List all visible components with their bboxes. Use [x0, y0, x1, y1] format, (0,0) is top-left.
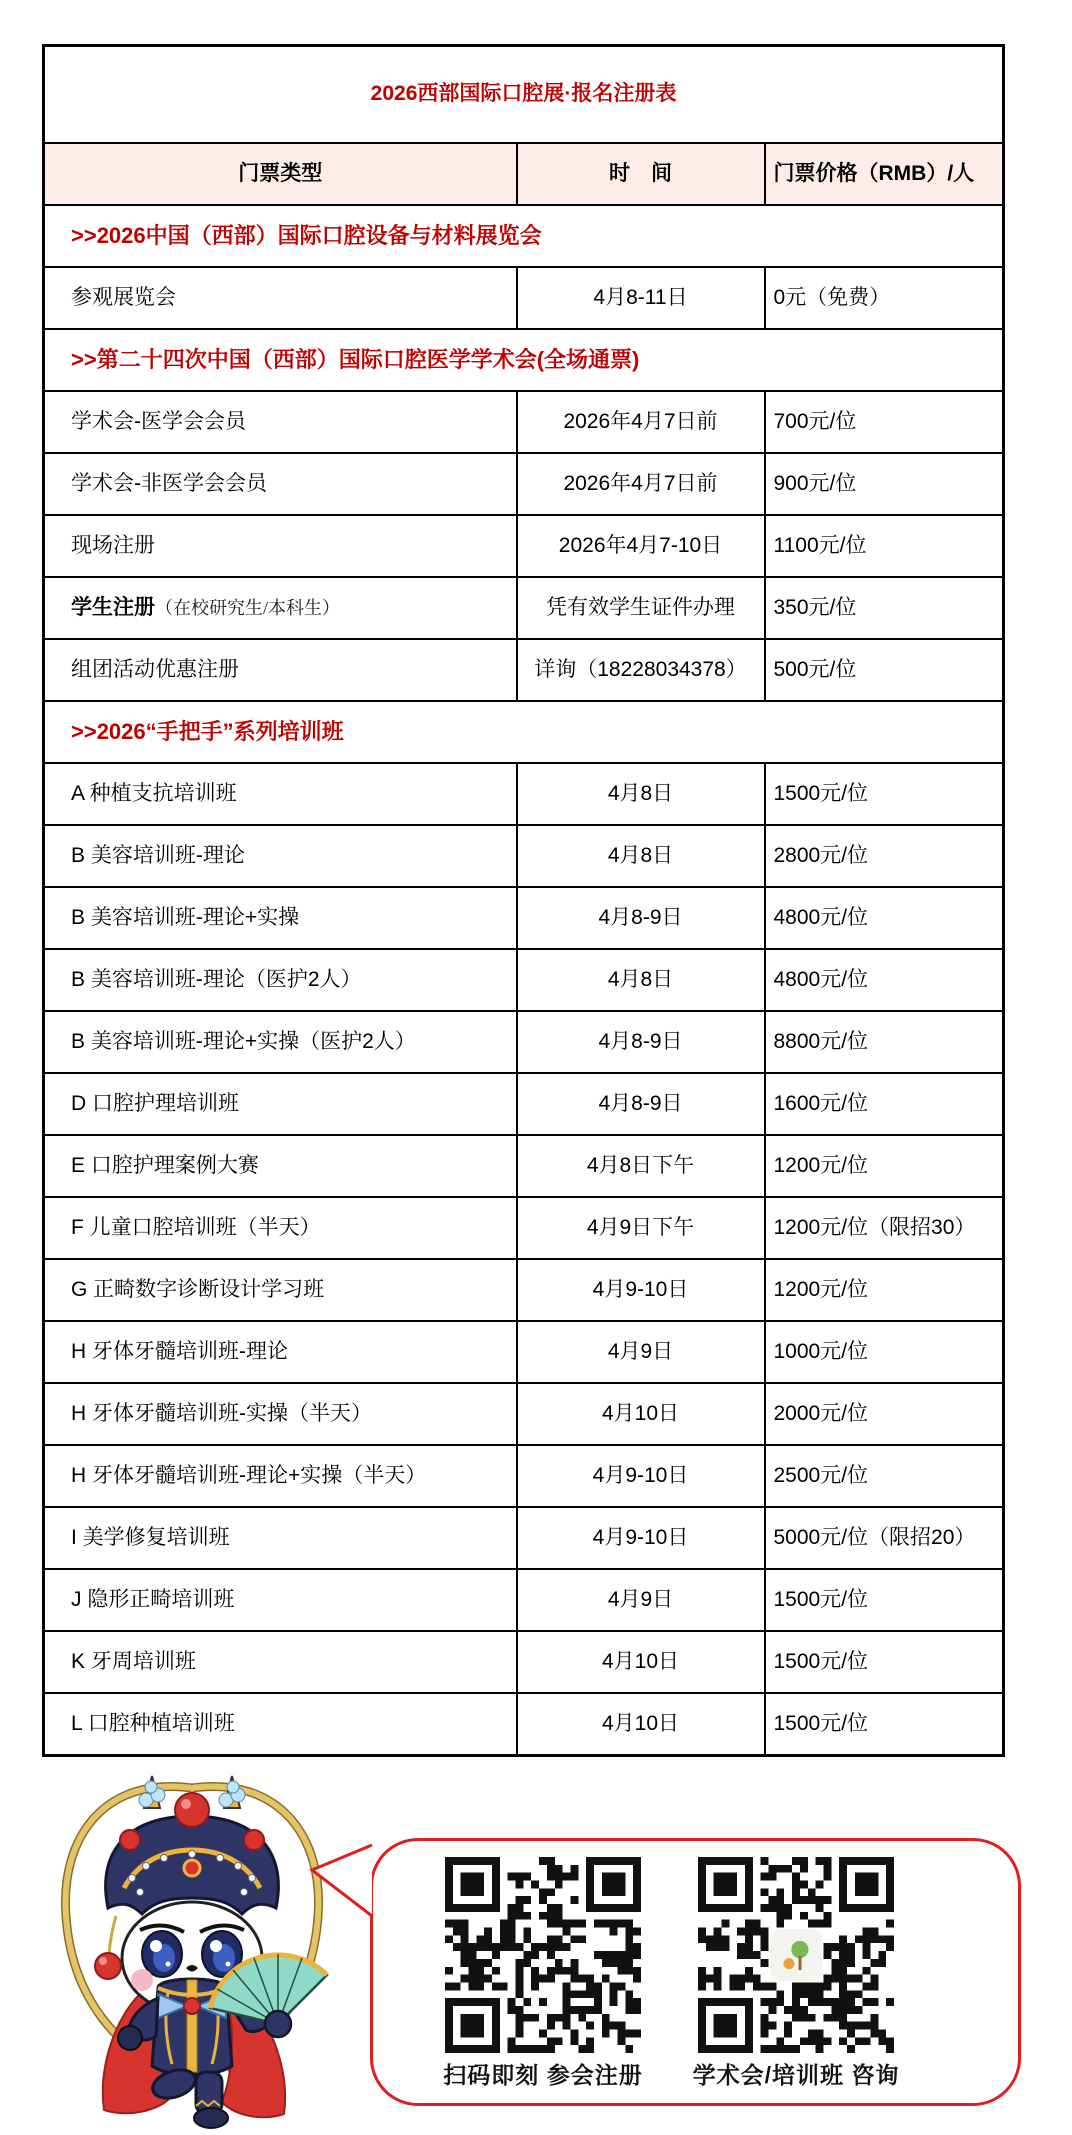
- price-cell: 700元/位: [765, 391, 1004, 453]
- table-row: [44, 1135, 1004, 1197]
- section-heading-row: [44, 701, 1004, 763]
- price-cell: 500元/位: [765, 639, 1004, 701]
- time-cell: 2026年4月7日前: [517, 453, 765, 515]
- time-cell: 4月9-10日: [517, 1507, 765, 1569]
- table-row: [44, 453, 1004, 515]
- price-cell: 4800元/位: [765, 949, 1004, 1011]
- table-row: [44, 639, 1004, 701]
- time-cell: 4月8日: [517, 825, 765, 887]
- section-heading-row: [44, 205, 1004, 267]
- price-cell: 8800元/位: [765, 1011, 1004, 1073]
- table-row: [44, 577, 1004, 639]
- ticket-type-cell: A 种植支抗培训班: [44, 763, 517, 825]
- ticket-type-cell: 参观展览会: [44, 267, 517, 329]
- time-cell: 4月8日: [517, 763, 765, 825]
- price-cell: 1500元/位: [765, 1693, 1004, 1756]
- column-header-ticket-type: 门票类型: [44, 143, 517, 205]
- time-cell: 4月8日: [517, 949, 765, 1011]
- section-heading-row: [44, 329, 1004, 391]
- ticket-type-cell: D 口腔护理培训班: [44, 1073, 517, 1135]
- table-row: [44, 825, 1004, 887]
- time-cell: 4月9-10日: [517, 1259, 765, 1321]
- speech-bubble-tail: [306, 1842, 376, 1920]
- price-cell: 1200元/位: [765, 1259, 1004, 1321]
- price-cell: 4800元/位: [765, 887, 1004, 949]
- table-row: [44, 515, 1004, 577]
- price-cell: 5000元/位（限招20）: [765, 1507, 1004, 1569]
- price-cell: 350元/位: [765, 577, 1004, 639]
- time-cell: 4月10日: [517, 1693, 765, 1756]
- time-cell: 4月9日: [517, 1569, 765, 1631]
- table-body: [44, 46, 1004, 1756]
- table-row: [44, 391, 1004, 453]
- table-row: [44, 1259, 1004, 1321]
- time-cell: 4月9日下午: [517, 1197, 765, 1259]
- ticket-type-cell: H 牙体牙髓培训班-实操（半天）: [44, 1383, 517, 1445]
- price-cell: 1500元/位: [765, 1631, 1004, 1693]
- mascot-cheek: [131, 1969, 153, 1991]
- qr-center-logo: [770, 1929, 822, 1981]
- ticket-type-cell: L 口腔种植培训班: [44, 1693, 517, 1756]
- ticket-type-cell: 学生注册（在校研究生/本科生）: [44, 577, 517, 639]
- time-cell: 4月8-9日: [517, 1073, 765, 1135]
- table-row: [44, 1569, 1004, 1631]
- time-cell: 4月8日下午: [517, 1135, 765, 1197]
- price-cell: 1600元/位: [765, 1073, 1004, 1135]
- mascot-crown: [106, 1793, 279, 1914]
- section-heading: >>第二十四次中国（西部）国际口腔医学学术会(全场通票): [44, 329, 1004, 391]
- ticket-type-cell: 组团活动优惠注册: [44, 639, 517, 701]
- qr-speech-bubble: [370, 1838, 1021, 2106]
- table-row: [44, 887, 1004, 949]
- table-row: [44, 1631, 1004, 1693]
- price-cell: 2500元/位: [765, 1445, 1004, 1507]
- mascot-red-ball: [95, 1916, 121, 1979]
- consultation-qr-code: [698, 1857, 894, 2053]
- ticket-type-cell: I 美学修复培训班: [44, 1507, 517, 1569]
- price-cell: 1200元/位: [765, 1135, 1004, 1197]
- page-title: 2026西部国际口腔展·报名注册表: [44, 46, 1004, 144]
- price-cell: 1000元/位: [765, 1321, 1004, 1383]
- registration-qr-code: [445, 1857, 641, 2053]
- panda-opera-mascot: [46, 1766, 338, 2130]
- ticket-type-cell: B 美容培训班-理论: [44, 825, 517, 887]
- title-row: [44, 46, 1004, 144]
- price-cell: 2800元/位: [765, 825, 1004, 887]
- table-row: [44, 1073, 1004, 1135]
- table-row: [44, 949, 1004, 1011]
- table-row: [44, 267, 1004, 329]
- ticket-type-cell: H 牙体牙髓培训班-理论: [44, 1321, 517, 1383]
- ticket-type-cell: 学术会-医学会会员: [44, 391, 517, 453]
- time-cell: 4月8-9日: [517, 1011, 765, 1073]
- time-cell: 4月8-9日: [517, 887, 765, 949]
- table-row: [44, 1445, 1004, 1507]
- price-cell: 2000元/位: [765, 1383, 1004, 1445]
- qr-caption-consult: 学术会/培训班 咨询: [692, 2062, 900, 2088]
- section-heading: >>2026“手把手”系列培训班: [44, 701, 1004, 763]
- table-row: [44, 1693, 1004, 1756]
- header-row: [44, 143, 1004, 205]
- table-row: [44, 1507, 1004, 1569]
- table-row: [44, 1321, 1004, 1383]
- price-cell: 0元（免费）: [765, 267, 1004, 329]
- time-cell: 4月8-11日: [517, 267, 765, 329]
- ticket-type-cell: F 儿童口腔培训班（半天）: [44, 1197, 517, 1259]
- ticket-type-cell: H 牙体牙髓培训班-理论+实操（半天）: [44, 1445, 517, 1507]
- time-cell: 4月9-10日: [517, 1445, 765, 1507]
- section-heading: >>2026中国（西部）国际口腔设备与材料展览会: [44, 205, 1004, 267]
- ticket-type-cell: B 美容培训班-理论+实操: [44, 887, 517, 949]
- column-header-price: 门票价格（RMB）/人: [765, 143, 1004, 205]
- time-cell: 4月9日: [517, 1321, 765, 1383]
- table-row: [44, 1011, 1004, 1073]
- ticket-type-cell: K 牙周培训班: [44, 1631, 517, 1693]
- ticket-type-cell: B 美容培训班-理论（医护2人）: [44, 949, 517, 1011]
- time-cell: 4月10日: [517, 1383, 765, 1445]
- registration-table: [42, 44, 1005, 1757]
- column-header-time: 时 间: [517, 143, 765, 205]
- ticket-type-cell: E 口腔护理案例大赛: [44, 1135, 517, 1197]
- price-cell: 900元/位: [765, 453, 1004, 515]
- price-cell: 1100元/位: [765, 515, 1004, 577]
- ticket-type-note: （在校研究生/本科生）: [155, 597, 340, 618]
- price-cell: 1500元/位: [765, 1569, 1004, 1631]
- time-cell: 4月10日: [517, 1631, 765, 1693]
- table-row: [44, 1383, 1004, 1445]
- table-row: [44, 1197, 1004, 1259]
- ticket-type-cell: B 美容培训班-理论+实操（医护2人）: [44, 1011, 517, 1073]
- time-cell: 详询（18228034378）: [517, 639, 765, 701]
- time-cell: 凭有效学生证件办理: [517, 577, 765, 639]
- price-cell: 1200元/位（限招30）: [765, 1197, 1004, 1259]
- ticket-type-cell: 现场注册: [44, 515, 517, 577]
- ticket-type-cell: J 隐形正畸培训班: [44, 1569, 517, 1631]
- price-cell: 1500元/位: [765, 763, 1004, 825]
- ticket-type-cell: G 正畸数字诊断设计学习班: [44, 1259, 517, 1321]
- time-cell: 2026年4月7-10日: [517, 515, 765, 577]
- qr-caption-register: 扫码即刻 参会注册: [443, 2062, 643, 2088]
- table-row: [44, 763, 1004, 825]
- time-cell: 2026年4月7日前: [517, 391, 765, 453]
- ticket-type-cell: 学术会-非医学会会员: [44, 453, 517, 515]
